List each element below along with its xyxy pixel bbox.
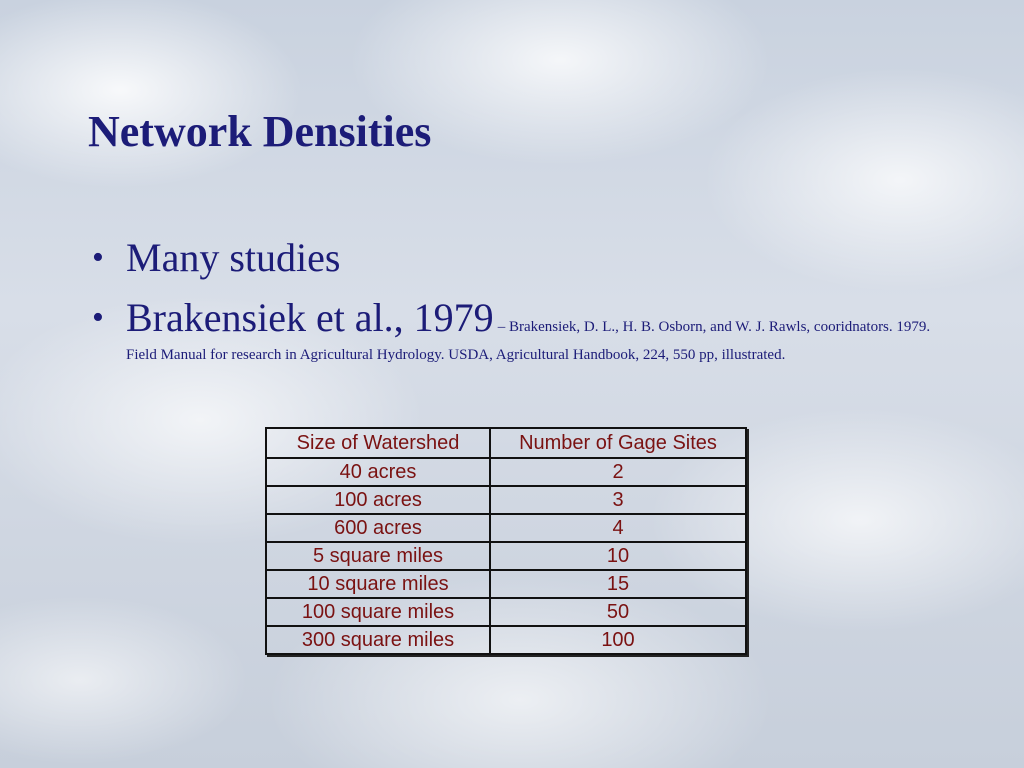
bullet-text: Many studies	[126, 235, 341, 280]
cell-watershed-size: 100 square miles	[266, 598, 490, 626]
cell-gage-sites: 2	[490, 458, 746, 486]
table-header-row	[266, 428, 746, 458]
cell-watershed-size: 300 square miles	[266, 626, 490, 654]
table-row	[266, 598, 746, 626]
cell-watershed-size: 100 acres	[266, 486, 490, 514]
bullet-text: Brakensiek et al., 1979	[126, 295, 494, 340]
table-row	[266, 514, 746, 542]
cell-gage-sites: 15	[490, 570, 746, 598]
header-gage-sites: Number of Gage Sites	[490, 428, 746, 458]
cell-watershed-size: 40 acres	[266, 458, 490, 486]
cell-watershed-size: 5 square miles	[266, 542, 490, 570]
bullet-icon: •	[92, 239, 104, 276]
gage-density-table	[265, 427, 747, 655]
slide-title: Network Densities	[88, 107, 432, 156]
bullet-item	[92, 232, 952, 284]
citation-text: – Brakensiek, D. L., H. B. Osborn, and W. J. Rawls, cooridnators. 1979. Field Manual for research in Agricultural Hydrology. USDA, Agricultural Handbook, 224, 550 pp, illustrated.	[126, 319, 931, 363]
cell-watershed-size: 10 square miles	[266, 570, 490, 598]
cell-gage-sites: 4	[490, 514, 746, 542]
cell-gage-sites: 100	[490, 626, 746, 654]
table-row	[266, 626, 746, 654]
table-row	[266, 486, 746, 514]
cell-gage-sites: 10	[490, 542, 746, 570]
cell-gage-sites: 3	[490, 486, 746, 514]
bullet-item	[92, 292, 952, 366]
header-watershed-size: Size of Watershed	[266, 428, 490, 458]
bullet-icon: •	[92, 299, 104, 336]
cell-watershed-size: 600 acres	[266, 514, 490, 542]
table-row	[266, 542, 746, 570]
table-row	[266, 570, 746, 598]
cell-gage-sites: 50	[490, 598, 746, 626]
table-row	[266, 458, 746, 486]
bullet-list	[92, 232, 952, 366]
